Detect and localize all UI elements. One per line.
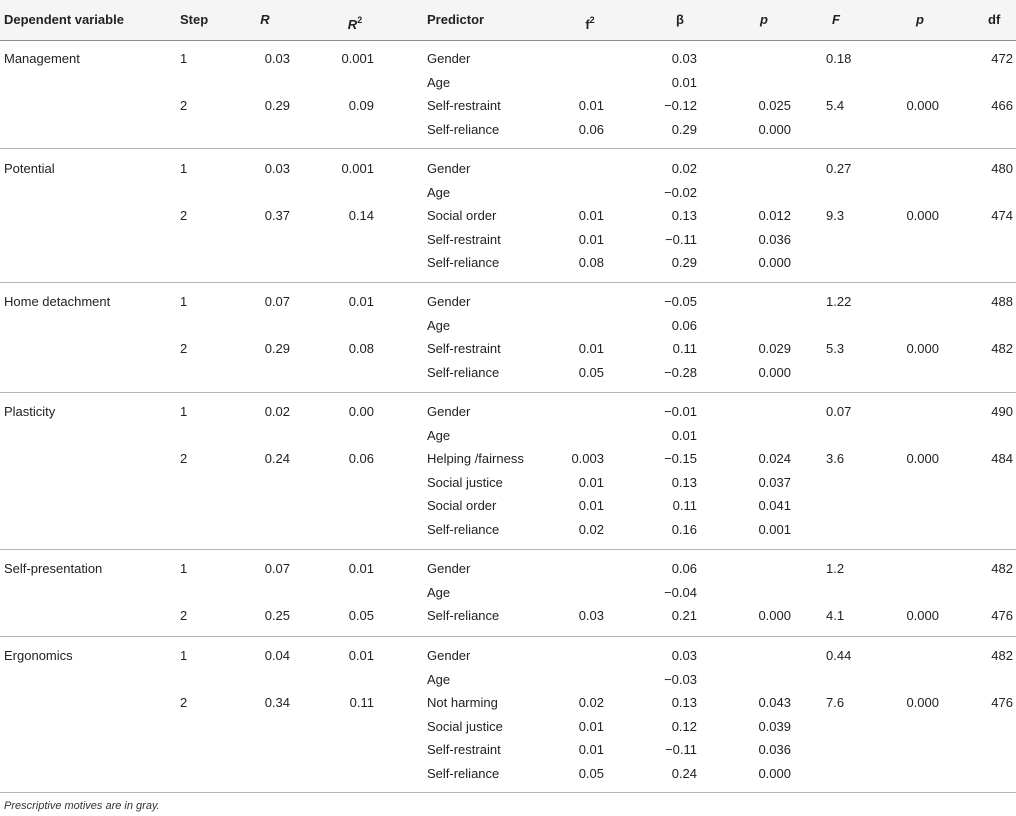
cell-predictor: Social justice <box>427 718 503 734</box>
cell-beta: −0.01 <box>664 404 697 419</box>
cell-step: 2 <box>180 98 188 113</box>
cell-beta: 0.29 <box>671 121 697 137</box>
cell-f-squared: 0.01 <box>578 231 604 247</box>
cell-p: 0.041 <box>758 498 791 513</box>
cell-p: 0.024 <box>758 451 791 466</box>
cell-beta: 0.24 <box>671 765 697 781</box>
cell-predictor: Age <box>427 584 451 600</box>
cell-beta: 0.01 <box>671 427 697 443</box>
cell-dependent-variable: Potential <box>4 161 55 176</box>
cell-p: 0.001 <box>758 521 791 537</box>
cell-beta: −0.04 <box>664 584 697 600</box>
cell-f: 3.6 <box>826 451 845 466</box>
cell-df: 480 <box>991 161 1013 176</box>
cell-p-model: 0.000 <box>906 208 939 223</box>
cell-f-squared: 0.05 <box>578 364 604 380</box>
cell-r: 0.34 <box>264 695 290 710</box>
cell-f: 5.3 <box>826 341 845 356</box>
cell-step: 1 <box>180 161 188 176</box>
header-predictor: Predictor <box>427 12 485 27</box>
cell-predictor: Self-restraint <box>427 341 501 356</box>
header-step: Step <box>180 12 209 27</box>
cell-predictor: Self-reliance <box>427 521 500 537</box>
cell-beta: 0.12 <box>671 718 697 734</box>
cell-p-model: 0.000 <box>906 695 939 710</box>
cell-r: 0.03 <box>264 51 290 66</box>
cell-f: 0.18 <box>826 51 852 66</box>
cell-f-squared: 0.02 <box>578 695 604 710</box>
cell-predictor: Gender <box>427 51 471 66</box>
cell-df: 476 <box>991 695 1013 710</box>
cell-r: 0.37 <box>264 208 290 223</box>
row-group <box>0 637 1016 793</box>
cell-f: 4.1 <box>826 608 845 623</box>
cell-f-squared: 0.01 <box>578 718 604 734</box>
cell-predictor: Social order <box>427 498 497 513</box>
cell-predictor: Social order <box>427 208 497 223</box>
cell-predictor: Gender <box>427 294 471 309</box>
cell-predictor: Not harming <box>427 695 498 710</box>
table-note: Prescriptive motives are in gray. <box>4 800 160 812</box>
row-group <box>0 283 1016 393</box>
cell-beta: 0.13 <box>671 695 697 710</box>
cell-f-squared: 0.01 <box>578 341 604 356</box>
cell-df: 466 <box>991 98 1013 113</box>
cell-predictor: Gender <box>427 648 471 663</box>
cell-r-squared: 0.01 <box>348 561 374 576</box>
cell-p-model: 0.000 <box>906 451 939 466</box>
cell-f-squared: 0.01 <box>578 498 604 513</box>
cell-predictor: Self-reliance <box>427 765 500 781</box>
cell-r: 0.24 <box>264 451 290 466</box>
cell-step: 1 <box>180 561 188 576</box>
row-group <box>0 150 1016 283</box>
cell-f: 0.44 <box>826 648 852 663</box>
cell-p: 0.000 <box>758 364 791 380</box>
cell-p-model: 0.000 <box>906 608 939 623</box>
cell-step: 1 <box>180 51 188 66</box>
cell-r-squared: 0.06 <box>348 451 374 466</box>
cell-predictor: Gender <box>427 404 471 419</box>
header-dependent-variable: Dependent variable <box>4 12 124 27</box>
cell-df: 484 <box>991 451 1013 466</box>
cell-step: 1 <box>180 404 188 419</box>
cell-r-squared: 0.00 <box>348 404 374 419</box>
cell-r: 0.29 <box>264 341 290 356</box>
cell-p: 0.000 <box>758 121 791 137</box>
cell-r-squared: 0.001 <box>341 51 374 66</box>
header-p-model: p <box>916 12 924 27</box>
cell-step: 2 <box>180 208 188 223</box>
cell-step: 2 <box>180 341 188 356</box>
cell-f: 1.22 <box>826 294 852 309</box>
table-header <box>0 0 1016 41</box>
cell-beta: 0.13 <box>671 474 697 490</box>
cell-df: 482 <box>991 341 1013 356</box>
cell-df: 488 <box>991 294 1013 309</box>
cell-p-model: 0.000 <box>906 98 939 113</box>
cell-p-model: 0.000 <box>906 341 939 356</box>
cell-dependent-variable: Plasticity <box>4 404 56 419</box>
cell-df: 482 <box>991 648 1013 663</box>
cell-beta: 0.11 <box>672 498 697 513</box>
cell-r: 0.07 <box>264 294 290 309</box>
cell-beta: −0.11 <box>665 742 697 757</box>
cell-df: 474 <box>991 208 1013 223</box>
cell-f: 1.2 <box>826 561 845 576</box>
cell-f-squared: 0.02 <box>578 521 604 537</box>
cell-beta: 0.06 <box>671 561 697 576</box>
cell-beta: 0.03 <box>671 51 697 66</box>
cell-r-squared: 0.14 <box>348 208 374 223</box>
header-beta: β <box>676 12 684 27</box>
cell-beta: 0.03 <box>671 648 697 663</box>
cell-p: 0.012 <box>758 208 791 223</box>
cell-beta: −0.28 <box>664 364 697 380</box>
cell-step: 2 <box>180 451 188 466</box>
cell-predictor: Self-restraint <box>427 231 501 247</box>
cell-r: 0.02 <box>264 404 290 419</box>
cell-r: 0.04 <box>264 648 290 663</box>
cell-dependent-variable: Ergonomics <box>4 648 73 663</box>
header-df: df <box>988 12 1001 27</box>
cell-df: 472 <box>991 51 1013 66</box>
cell-beta: −0.02 <box>664 184 697 200</box>
cell-predictor: Self-reliance <box>427 364 500 380</box>
cell-predictor: Helping /fairness <box>427 451 524 466</box>
cell-beta: −0.12 <box>664 98 697 113</box>
cell-p: 0.037 <box>758 474 791 490</box>
cell-df: 482 <box>991 561 1013 576</box>
cell-p: 0.039 <box>758 718 791 734</box>
cell-step: 1 <box>180 294 188 309</box>
cell-r-squared: 0.01 <box>348 294 374 309</box>
cell-dependent-variable: Home detachment <box>4 294 111 309</box>
cell-p: 0.025 <box>758 98 791 113</box>
cell-predictor: Age <box>427 184 451 200</box>
cell-f-squared: 0.01 <box>578 98 604 113</box>
cell-predictor: Self-reliance <box>427 255 500 270</box>
cell-f: 0.27 <box>826 161 852 176</box>
cell-predictor: Age <box>427 427 451 443</box>
cell-beta: 0.29 <box>671 255 697 270</box>
cell-p: 0.043 <box>758 695 791 710</box>
header-f: F <box>832 12 840 27</box>
cell-r: 0.25 <box>264 608 290 623</box>
cell-p: 0.036 <box>758 742 791 757</box>
cell-r-squared: 0.001 <box>341 161 374 176</box>
cell-predictor: Self-reliance <box>427 121 500 137</box>
cell-predictor: Self-reliance <box>427 608 500 623</box>
cell-f-squared: 0.003 <box>571 451 604 466</box>
cell-df: 476 <box>991 608 1013 623</box>
cell-predictor: Self-restraint <box>427 98 501 113</box>
row-group <box>0 550 1016 637</box>
cell-beta: −0.11 <box>665 231 697 247</box>
cell-predictor: Age <box>427 74 451 90</box>
cell-r-squared: 0.05 <box>348 608 374 623</box>
cell-r-squared: 0.09 <box>348 98 374 113</box>
cell-beta: 0.13 <box>671 208 697 223</box>
cell-predictor: Gender <box>427 161 471 176</box>
cell-step: 2 <box>180 608 188 623</box>
cell-f-squared: 0.01 <box>578 742 604 757</box>
header-p: p <box>760 12 768 27</box>
cell-dependent-variable: Self-presentation <box>4 561 103 576</box>
cell-beta: −0.05 <box>664 294 697 309</box>
cell-beta: 0.21 <box>671 608 697 623</box>
cell-predictor: Age <box>427 317 451 333</box>
cell-r: 0.03 <box>264 161 290 176</box>
cell-r: 0.07 <box>264 561 290 576</box>
cell-p: 0.000 <box>758 608 791 623</box>
cell-beta: 0.11 <box>672 341 697 356</box>
cell-dependent-variable: Management <box>4 51 80 66</box>
cell-f-squared: 0.08 <box>578 255 604 270</box>
cell-r-squared: 0.11 <box>349 695 374 710</box>
cell-step: 2 <box>180 695 188 710</box>
cell-r-squared: 0.08 <box>348 341 374 356</box>
cell-r: 0.29 <box>264 98 290 113</box>
cell-beta: 0.16 <box>671 521 697 537</box>
cell-beta: −0.15 <box>664 451 697 466</box>
cell-f: 7.6 <box>826 695 845 710</box>
cell-predictor: Gender <box>427 561 471 576</box>
cell-f: 0.07 <box>826 404 852 419</box>
cell-p: 0.036 <box>758 231 791 247</box>
cell-step: 1 <box>180 648 188 663</box>
cell-f-squared: 0.01 <box>578 208 604 223</box>
cell-beta: 0.06 <box>671 317 697 333</box>
cell-predictor: Self-restraint <box>427 742 501 757</box>
header-f-squared: $f^2$ <box>585 15 595 32</box>
cell-beta: 0.01 <box>671 74 697 90</box>
cell-f-squared: 0.05 <box>578 765 604 781</box>
header-r-squared: $R^2$ <box>347 15 363 32</box>
cell-f-squared: 0.06 <box>578 121 604 137</box>
cell-p: 0.000 <box>758 765 791 781</box>
cell-predictor: Age <box>427 671 451 687</box>
cell-r-squared: 0.01 <box>348 648 374 663</box>
row-group <box>0 393 1016 550</box>
header-r: R <box>260 12 270 27</box>
cell-f-squared: 0.01 <box>578 474 604 490</box>
cell-df: 490 <box>991 404 1013 419</box>
cell-predictor: Social justice <box>427 474 503 490</box>
cell-p: 0.000 <box>758 255 791 270</box>
cell-f-squared: 0.03 <box>578 608 604 623</box>
cell-p: 0.029 <box>758 341 791 356</box>
row-group <box>0 40 1016 149</box>
cell-f: 5.4 <box>826 98 845 113</box>
cell-f: 9.3 <box>826 208 845 223</box>
cell-beta: −0.03 <box>664 671 697 687</box>
cell-beta: 0.02 <box>671 161 697 176</box>
